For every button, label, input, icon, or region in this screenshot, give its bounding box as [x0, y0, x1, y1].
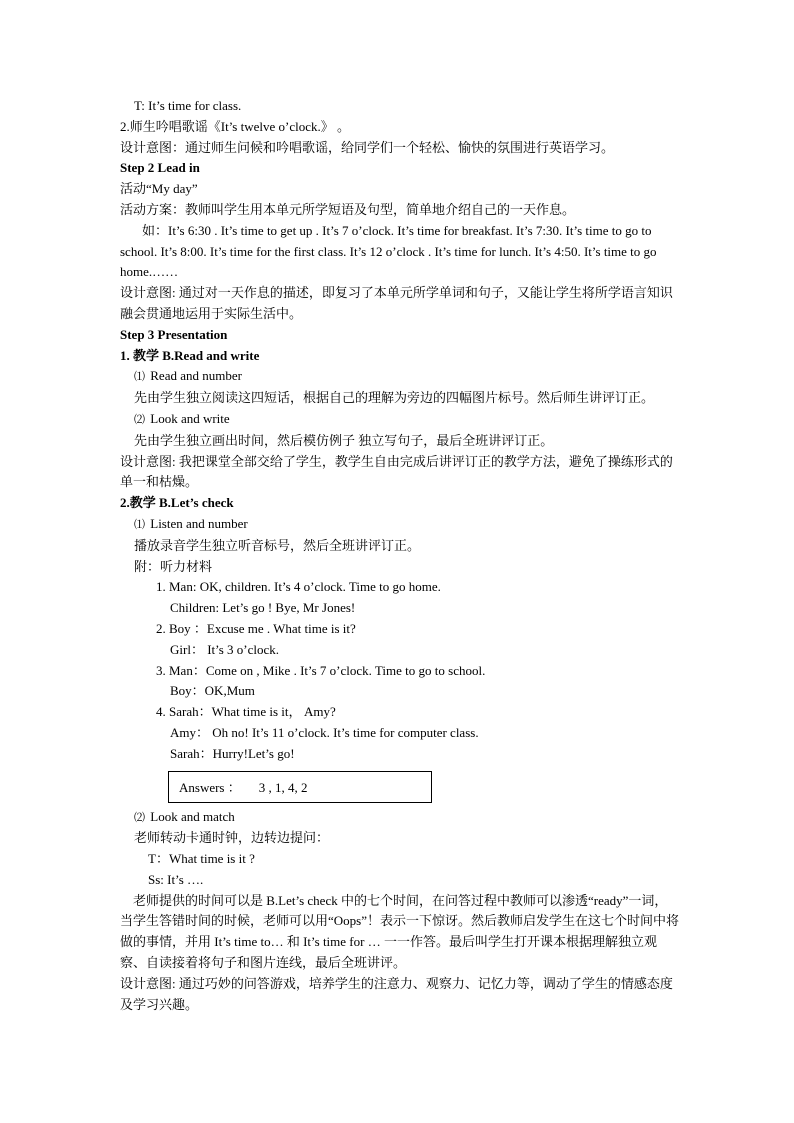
sub-item [120, 807, 680, 829]
design-intent: 设计意图: 我把课堂全部交给了学生，教学生自由完成后讲评订正的教学方法，避免了操练形式的单一和枯燥。 [120, 453, 673, 490]
answers-label: Answers ： [179, 779, 241, 795]
appendix-label: 附：听力材料 [134, 558, 213, 574]
activity-plan: 活动方案：教师叫学生用本单元所学短语及句型，简单地介绍自己的一天作息。 [120, 201, 576, 217]
dialogue-line: 2. Boy ：Excuse me . What time is it? [156, 620, 356, 636]
dialogue-line: T: It’s time for class. [134, 98, 242, 113]
item-number: ⑵ [134, 413, 145, 426]
section-heading: 2.教学 B.Let’s check [120, 495, 234, 511]
sub-item [120, 366, 680, 388]
teaching-paragraph: 老师提供的时间可以是 B.Let’s check 中的七个时间，在问答过程中教师可以渗透“ready”一词，当学生答错时间的时候，老师可以用“Oops”！表示一下惊讶。然后教师启发学生在这七个时间中将做的事情，并用 It’s time to… 和 It’s time for … 一一作答。最后叫学生打开课本根据理解独立观察、自读接着将句子和图片连线，最后全班讲评。 [120, 892, 679, 971]
step-heading: Step 2 Lead in [120, 160, 200, 176]
sub-item [120, 409, 680, 431]
sub-item-title: Look and match [150, 808, 235, 824]
dialogue-line: Amy： Oh no! It’s 11 o’clock. It’s time for computer class. [170, 724, 479, 740]
dialogue-line: T：What time is it ? [148, 851, 255, 867]
dialogue-line: 3. Man：Come on , Mike . It’s 7 o’clock. Time to go to school. [156, 662, 486, 678]
sub-item-text: 先由学生独立阅读这四短话，根据自己的理解为旁边的四幅图片标号。然后师生讲评订正。 [134, 390, 655, 406]
example-paragraph: 如：It’s 6:30 . It’s time to get up . It’s 7 o’clock. It’s time for breakfast. It’s 7:30. It’s time to go to school. It’s 8:00. It’s time for the first class. It’s 12 o’clock . It’s time for lunch. It’s 4:50. It’s time to go home.…… [120, 222, 657, 280]
item-number: ⑵ [134, 811, 145, 824]
sub-item-text: 播放录音学生独立听音标号，然后全班讲评订正。 [134, 537, 421, 553]
section-heading: 1. 教学 B.Read and write [120, 347, 260, 363]
dialogue-line: Children: Let’s go ! Bye, Mr Jones! [170, 600, 356, 616]
lesson-plan-content [120, 96, 680, 1015]
sub-item-title: Look and write [150, 410, 230, 426]
sub-item-title: Listen and number [150, 515, 248, 531]
dialogue-line: Ss: It’s …. [148, 871, 204, 887]
design-intent: 设计意图: 通过对一天作息的描述，即复习了本单元所学单词和句子，又能让学生将所学语言知识融会贯通地运用于实际生活中。 [120, 285, 673, 321]
answers-box [168, 771, 432, 803]
dialogue-line: Girl： It’s 3 o’clock. [170, 641, 280, 657]
dialogue-line: Sarah：Hurry!Let’s go! [170, 745, 295, 761]
step-heading: Step 3 Presentation [120, 326, 228, 342]
dialogue-line: 4. Sarah：What time is it， Amy? [156, 704, 336, 720]
item-number: ⑴ [134, 518, 145, 531]
dialogue-line: Boy：OK,Mum [170, 683, 255, 699]
item-number: ⑴ [134, 371, 145, 384]
activity-line: 2.师生吟唱歌谣《It’s twelve o’clock.》 。 [120, 118, 350, 134]
dialogue-line: 1. Man: OK, children. It’s 4 o’clock. Time to go home. [156, 579, 441, 595]
sub-item-text: 老师转动卡通时钟，边转边提问： [134, 830, 330, 846]
sub-item-text: 先由学生独立画出时间，然后模仿例子 独立写句子，最后全班讲评订正。 [134, 432, 554, 448]
design-intent: 设计意图：通过师生问候和吟唱歌谣，给同学们一个轻松、愉快的氛围进行英语学习。 [120, 139, 615, 155]
activity-title: 活动“My day” [120, 181, 198, 197]
sub-item [120, 514, 680, 536]
answers-value: 3 , 1, 4, 2 [258, 779, 308, 795]
design-intent: 设计意图: 通过巧妙的问答游戏，培养学生的注意力、观察力、记忆力等，调动了学生的情感态度及学习兴趣。 [120, 975, 673, 1012]
sub-item-title: Read and number [150, 368, 242, 384]
